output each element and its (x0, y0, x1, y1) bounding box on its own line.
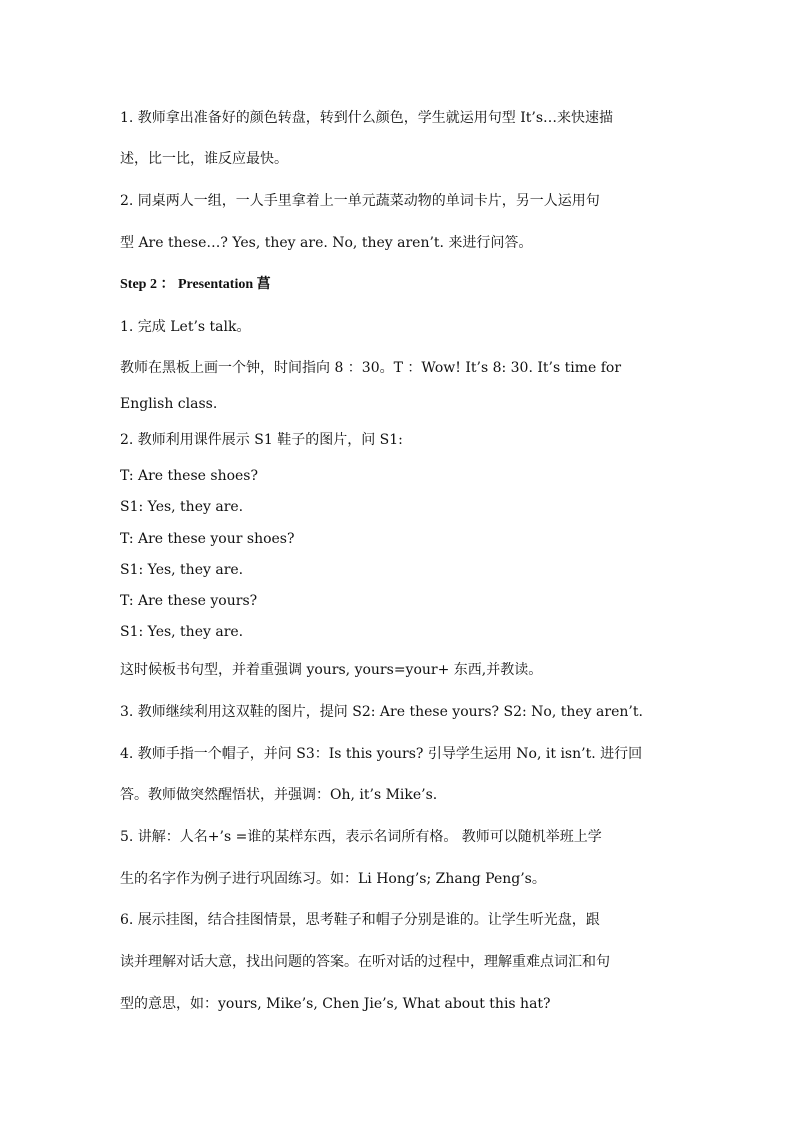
section-heading: Step 2 ： Presentation 菖 (120, 277, 271, 292)
text-line: 3. 教师继续利用这双鞋的图片，提问 S2: Are these yours? S2: No, they aren’t. (120, 704, 643, 720)
dialogue-line: T: Are these your shoes? (120, 531, 295, 547)
dialogue-line: T: Are these yours? (120, 593, 258, 609)
text-line: 4. 教师手指一个帽子，并问 S3：Is this yours? 引导学生运用 No, it isn’t. 进行回 (120, 746, 643, 762)
dialogue-line: S1: Yes, they are. (120, 624, 244, 640)
dialogue-line: T: Are these shoes? (120, 468, 258, 484)
dialogue-line: S1: Yes, they are. (120, 562, 244, 578)
text-line: 述，比一比，谁反应最快。 (120, 151, 288, 167)
text-line: 6. 展示挂图，结合挂图情景，思考鞋子和帽子分别是谁的。让学生听光盘，跟 (120, 912, 600, 928)
text-line: 这时候板书句型，并着重强调 yours, yours=your+ 东西,并教读。 (120, 662, 543, 678)
text-line: 型 Are these…? Yes, they are. No, they aren’t. 来进行问答。 (120, 235, 533, 251)
text-line: 生的名字作为例子进行巩固练习。如：Li Hong’s; Zhang Peng’s。 (120, 871, 546, 887)
text-line: 2. 教师利用课件展示 S1 鞋子的图片，问 S1: (120, 432, 403, 448)
text-line: 1. 教师拿出准备好的颜色转盘，转到什么颜色，学生就运用句型 It’s…来快速描 (120, 110, 614, 126)
text-line: 型的意思，如：yours, Mike’s, Chen Jie’s, What about this hat? (120, 996, 551, 1012)
text-line: 答。教师做突然醒悟状，并强调：Oh, it’s Mike’s. (120, 787, 438, 803)
text-line: 2. 同桌两人一组，一人手里拿着上一单元蔬菜动物的单词卡片，另一人运用句 (120, 193, 600, 209)
text-line: English class. (120, 396, 218, 412)
text-line: 5. 讲解：人名+’s =谁的某样东西，表示名词所有格。 教师可以随机举班上学 (120, 829, 602, 845)
text-line: 读并理解对话大意，找出问题的答案。在听对话的过程中，理解重难点词汇和句 (120, 954, 610, 970)
text-line: 教师在黑板上画一个钟，时间指向 8 ：30。T ：Wow! It’s 8: 30. It’s time for (120, 360, 622, 376)
dialogue-line: S1: Yes, they are. (120, 499, 244, 515)
text-line: 1. 完成 Let’s talk。 (120, 319, 251, 335)
